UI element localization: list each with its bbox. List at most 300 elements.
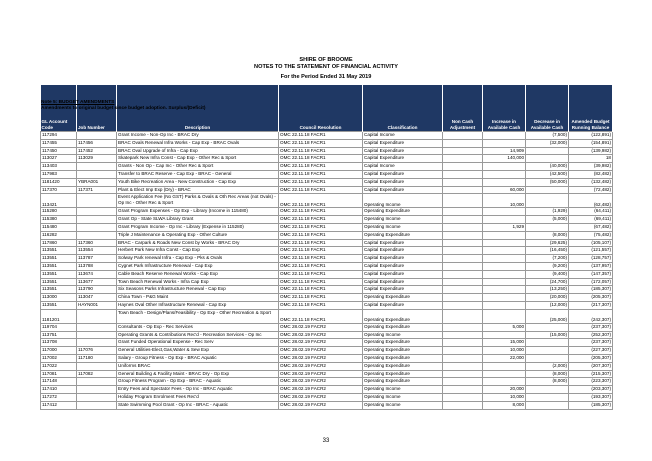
table-cell: BRAC Ovals Renewal Infra Works - Cap Exp - BRAC Ovals — [117, 139, 279, 147]
table-cell: Operating Income — [363, 331, 443, 339]
table-cell — [443, 331, 483, 339]
table-cell — [77, 386, 117, 394]
table-cell: 5,000 — [483, 323, 526, 331]
table-row — [41, 139, 613, 147]
table-cell: (207,307) — [569, 362, 613, 370]
table-cell: (5,000) — [526, 216, 569, 224]
table-cell — [443, 194, 483, 208]
table-cell: Operating Expenditure — [363, 378, 443, 386]
table-cell: Group Fitness Program - Op Exp - BRAC - Aquatic — [117, 378, 279, 386]
table-cell — [483, 216, 526, 224]
table-cell — [443, 262, 483, 270]
table-cell: Operating Expenditure — [363, 294, 443, 302]
table-cell: (16,450) — [526, 247, 569, 255]
table-cell: 117371 — [77, 186, 117, 194]
table-cell — [77, 378, 117, 386]
table-cell — [443, 301, 483, 309]
table-cell: 113677 — [77, 278, 117, 286]
table-cell: Operating Income — [363, 223, 443, 231]
table-row — [41, 155, 613, 163]
table-cell: Cygnet Park Infrastructure Renewal - Cap Exp — [117, 262, 279, 270]
table-cell: 113551 — [41, 255, 77, 263]
table-body — [41, 132, 613, 410]
table-row — [41, 163, 613, 171]
table-cell: 8,000 — [483, 401, 526, 409]
table-cell — [77, 216, 117, 224]
table-cell: Capital Expenditure — [363, 255, 443, 263]
table-cell: (223,307) — [569, 378, 613, 386]
table-cell: Grant Income - Non-Op Inc - BRAC Dry — [117, 132, 279, 140]
table-cell — [77, 339, 117, 347]
table-row — [41, 186, 613, 194]
table-cell: Operating Expenditure — [363, 347, 443, 355]
table-cell: 117081 — [41, 370, 77, 378]
table-cell: (8,000) — [526, 231, 569, 239]
table-cell — [77, 323, 117, 331]
table-cell: OMC 22.11.18 FACR1 — [279, 270, 363, 278]
table-cell: 117860 — [41, 239, 77, 247]
table-cell: OMC 22.11.18 FACR1 — [279, 239, 363, 247]
column-header: Classification — [363, 85, 443, 132]
table-cell: (24,700) — [526, 278, 569, 286]
table-cell: OMC 22.11.18 FACR1 — [279, 139, 363, 147]
table-cell: Plant & Elect Imp Exp (Dry) - BRAC — [117, 186, 279, 194]
table-cell: Entry Fees and Spectator Fees - Op Inc - BRAC Aquatic — [117, 386, 279, 394]
table-cell: 113554 — [77, 247, 117, 255]
table-cell — [483, 178, 526, 186]
table-cell — [526, 339, 569, 347]
table-row — [41, 393, 613, 401]
table-row — [41, 194, 613, 208]
table-cell: General Building & Facility Maint - BRAC Dry - Op Exp — [117, 370, 279, 378]
table-cell — [77, 331, 117, 339]
table-row — [41, 386, 613, 394]
table-cell: Uniforms BRAC — [117, 362, 279, 370]
table-cell: 113788 — [77, 262, 117, 270]
column-header: Job Number — [77, 85, 117, 132]
table-cell: Operating Grants & Contributions Rec'd - Recreation Services - Op Inc — [117, 331, 279, 339]
table-cell — [526, 155, 569, 163]
report-org-title: SHIRE OF BROOME — [299, 57, 353, 63]
table-cell — [526, 323, 569, 331]
table-row — [41, 231, 613, 239]
table-row — [41, 255, 613, 263]
table-cell: General Utilities-Elect,Gas,Water & Sew Exp — [117, 347, 279, 355]
table-cell — [483, 247, 526, 255]
table-cell: 115380 — [41, 216, 77, 224]
table-row — [41, 362, 613, 370]
table-cell — [443, 309, 483, 323]
table-cell: (7,500) — [526, 132, 569, 140]
table-cell: (72,482) — [569, 186, 613, 194]
table-cell: OMC 22.11.18 FACR1 — [279, 301, 363, 309]
page-number: 33 — [322, 438, 330, 444]
table-cell: OMC 28.02.19 FACR2 — [279, 347, 363, 355]
table-cell: Operating Expenditure — [363, 370, 443, 378]
table-cell: (132,482) — [569, 178, 613, 186]
table-cell — [483, 208, 526, 216]
table-cell: Salary - Group Fitness - Op Exp - BRAC Aquatic — [117, 354, 279, 362]
table-row — [41, 178, 613, 186]
table-cell: OMC 28.02.19 FACR2 — [279, 362, 363, 370]
table-row — [41, 323, 613, 331]
table-cell: Solway Park renewal Infra - Cap Exp - Pks & Ovals — [117, 255, 279, 263]
table-cell — [483, 309, 526, 323]
table-cell — [526, 147, 569, 155]
table-cell: Capital Expenditure — [363, 270, 443, 278]
table-cell — [483, 163, 526, 171]
table-cell: OMC 22.11.18 FACR1 — [279, 178, 363, 186]
table-cell: Grant Program Income - Op Inc - Library (Expense in 115280) — [117, 223, 279, 231]
table-cell: 113790 — [77, 286, 117, 294]
table-cell: Grant Funded Operational Expense - Rec Serv — [117, 339, 279, 347]
table-cell: (29,625) — [526, 239, 569, 247]
table-cell: (185,307) — [569, 286, 613, 294]
table-cell: 113000 — [41, 294, 77, 302]
table-cell: 1181201 — [41, 309, 77, 323]
table-cell: HAYN001 — [77, 301, 117, 309]
table-cell — [443, 323, 483, 331]
table-cell — [483, 362, 526, 370]
table-cell: Herbert Park New Infra Const - Cap Exp — [117, 247, 279, 255]
table-cell: 117002 — [41, 354, 77, 362]
table-cell: Youth Bike Recreation Area - New Construction - Cap Exp — [117, 178, 279, 186]
table-cell: (154,891) — [569, 139, 613, 147]
table-cell: 117294 — [41, 132, 77, 140]
table-cell — [526, 354, 569, 362]
table-cell — [77, 393, 117, 401]
table-cell: Transfer to BRAC Reserve - Cap Exp - BRAC - General — [117, 170, 279, 178]
table-cell: 10,000 — [483, 393, 526, 401]
table-cell: 14,909 — [483, 147, 526, 155]
table-cell: (25,000) — [526, 309, 569, 323]
table-cell: OMC 28.02.19 FACR2 — [279, 323, 363, 331]
table-row — [41, 347, 613, 355]
table-cell: 113027 — [41, 155, 77, 163]
table-cell — [443, 223, 483, 231]
table-cell: (9,400) — [526, 270, 569, 278]
table-cell: 117148 — [41, 378, 77, 386]
table-cell: Haynes Oval Other Infrastructure Renewal - Cap Exp — [117, 301, 279, 309]
table-cell — [526, 194, 569, 208]
table-cell: 113551 — [41, 301, 77, 309]
table-cell: 113421 — [41, 194, 77, 208]
table-cell — [443, 270, 483, 278]
table-cell: OMC 28.02.19 FACR2 — [279, 331, 363, 339]
table-cell: 60,000 — [483, 186, 526, 194]
table-cell — [77, 132, 117, 140]
table-row — [41, 170, 613, 178]
table-cell: 113047 — [77, 294, 117, 302]
table-cell: 113551 — [41, 270, 77, 278]
table-row — [41, 223, 613, 231]
table-cell: 10,000 — [483, 194, 526, 208]
table-cell: OMC 22.11.18 FACR1 — [279, 255, 363, 263]
table-cell: (20,000) — [526, 294, 569, 302]
table-cell: OMC 28.02.19 FACR2 — [279, 393, 363, 401]
table-cell: OMC 22.11.18 FACR1 — [279, 294, 363, 302]
table-cell: (139,982) — [569, 147, 613, 155]
table-cell — [443, 216, 483, 224]
table-cell: (8,000) — [526, 378, 569, 386]
table-cell: 117022 — [41, 362, 77, 370]
table-cell: 113029 — [77, 155, 117, 163]
table-cell: 117000 — [41, 347, 77, 355]
table-cell: (15,000) — [526, 331, 569, 339]
table-cell — [443, 370, 483, 378]
table-cell: Holiday Program Enrolment Fees Rec'd — [117, 393, 279, 401]
table-cell: 119704 — [41, 323, 77, 331]
table-cell: 117410 — [41, 386, 77, 394]
table-cell: (64,411) — [569, 208, 613, 216]
table-row — [41, 301, 613, 309]
table-row — [41, 339, 613, 347]
table-cell — [483, 301, 526, 309]
table-cell: (215,307) — [569, 370, 613, 378]
table-cell: 117076 — [77, 347, 117, 355]
table-cell: Skatepark New Infra Const - Cap Exp - Other Rec & Sport — [117, 155, 279, 163]
table-cell — [483, 262, 526, 270]
table-cell: Capital Expenditure — [363, 278, 443, 286]
table-cell: (252,307) — [569, 331, 613, 339]
table-row — [41, 270, 613, 278]
table-cell — [77, 163, 117, 171]
table-cell: Cable Beach Reserve Renewal Works - Cap Exp — [117, 270, 279, 278]
table-cell: Capital Expenditure — [363, 139, 443, 147]
table-cell: Operating Income — [363, 386, 443, 394]
table-cell: Grant Op - State SLWA Library Grant — [117, 216, 279, 224]
table-cell — [443, 393, 483, 401]
note-title: Note 5: BUDGET AMENDMENTS — [41, 100, 115, 105]
table-cell — [443, 278, 483, 286]
table-cell — [483, 331, 526, 339]
table-cell: (1,929) — [526, 208, 569, 216]
report-period: For the Period Ended 31 May 2019 — [280, 74, 372, 80]
table-cell — [483, 139, 526, 147]
table-cell: 117082 — [77, 370, 117, 378]
table-cell: (217,307) — [569, 301, 613, 309]
table-cell: Operating Expenditure — [363, 231, 443, 239]
table-cell: OMC 22.11.18 FACR1 — [279, 186, 363, 194]
table-cell: 115480 — [41, 223, 77, 231]
table-cell: OMC 22.11.18 FACR1 — [279, 309, 363, 323]
column-header: Non Cash Adjustment — [443, 85, 483, 132]
table-cell: Capital Expenditure — [363, 262, 443, 270]
table-cell: (121,557) — [569, 247, 613, 255]
table-cell: Capital Expenditure — [363, 178, 443, 186]
table-cell: (50,000) — [526, 178, 569, 186]
table-cell: 117450 — [41, 147, 77, 155]
table-cell: 1181420 — [41, 178, 77, 186]
table-cell: State Swimming Pool Grant - Op Inc - BRAC - Aquatic — [117, 401, 279, 409]
table-cell — [443, 208, 483, 216]
table-cell — [483, 132, 526, 140]
table-cell — [77, 194, 117, 208]
table-cell — [526, 347, 569, 355]
table-cell: 115280 — [41, 208, 77, 216]
table-cell: Operating Income — [363, 194, 443, 208]
table-cell — [443, 401, 483, 409]
table-cell: 117272 — [41, 393, 77, 401]
table-cell: (82,482) — [569, 170, 613, 178]
table-cell — [483, 255, 526, 263]
table-cell: Capital Expenditure — [363, 155, 443, 163]
table-cell: (105,107) — [569, 239, 613, 247]
table-cell: 113751 — [41, 331, 77, 339]
table-cell: 116282 — [41, 231, 77, 239]
table-cell: Capital Expenditure — [363, 186, 443, 194]
table-cell — [483, 231, 526, 239]
table-cell: (122,891) — [569, 132, 613, 140]
table-cell: 113674 — [77, 270, 117, 278]
table-cell: 117360 — [77, 239, 117, 247]
table-cell: Triple J Maintenance & Operating Exp - Other Culture — [117, 231, 279, 239]
column-header: Decrease in Available Cash — [526, 85, 569, 132]
table-cell: Capital Expenditure — [363, 286, 443, 294]
table-cell — [77, 362, 117, 370]
table-cell: 113708 — [41, 339, 77, 347]
table-cell: 10,000 — [483, 347, 526, 355]
table-cell: 20,000 — [483, 386, 526, 394]
table-cell: OMC 22.11.18 FACR1 — [279, 194, 363, 208]
table-cell: OMC 22.11.18 FACR1 — [279, 231, 363, 239]
table-cell: (13,250) — [526, 286, 569, 294]
table-cell — [443, 155, 483, 163]
table-row — [41, 132, 613, 140]
table-row — [41, 294, 613, 302]
table-cell: (2,000) — [526, 362, 569, 370]
table-cell: Capital Income — [363, 163, 443, 171]
table-cell: Operating Expenditure — [363, 362, 443, 370]
table-row — [41, 286, 613, 294]
table-cell: OMC 28.02.19 FACR2 — [279, 401, 363, 409]
table-cell — [483, 170, 526, 178]
column-header: Amended Budget Running Balance — [569, 85, 613, 132]
table-cell: OMC 22.11.18 FACR1 — [279, 147, 363, 155]
table-cell: China Town - P&G Maint — [117, 294, 279, 302]
table-cell: (62,482) — [569, 194, 613, 208]
table-cell: (227,307) — [569, 347, 613, 355]
table-cell: OMC 22.11.18 FACR1 — [279, 132, 363, 140]
table-cell: Six Seasons Parks Infrastructure Renewal - Cap Exp — [117, 286, 279, 294]
table-row — [41, 378, 613, 386]
table-row — [41, 401, 613, 409]
table-cell: (9,200) — [526, 262, 569, 270]
table-cell: Capital Income — [363, 132, 443, 140]
table-cell: Operating Income — [363, 401, 443, 409]
table-cell: OMC 22.11.18 FACR1 — [279, 208, 363, 216]
table-cell — [443, 186, 483, 194]
table-cell — [526, 401, 569, 409]
table-cell — [443, 386, 483, 394]
table-cell — [77, 401, 117, 409]
table-cell: (205,307) — [569, 354, 613, 362]
table-cell: OMC 28.02.19 FACR2 — [279, 370, 363, 378]
table-cell: 117180 — [77, 354, 117, 362]
table-cell: 113551 — [41, 247, 77, 255]
table-cell: 22,000 — [483, 354, 526, 362]
table-cell: Town Beach - Design/Plans/Feasibility - Op Exp - Other Recreation & Sport — [117, 309, 279, 323]
table-row — [41, 262, 613, 270]
table-cell — [77, 309, 117, 323]
table-cell: BRAC Oval Upgrade of Infra - Cap Exp — [117, 147, 279, 155]
table-row — [41, 331, 613, 339]
table-cell: Operating Income — [363, 216, 443, 224]
table-cell: Capital Expenditure — [363, 247, 443, 255]
table-row — [41, 278, 613, 286]
table-cell: Event Application Fee (No GST) Parks & Ovals & Oth Rec Areas (not Ovals) - Op Inc - Other Rec & Sport — [117, 194, 279, 208]
table-cell — [443, 132, 483, 140]
table-cell — [526, 186, 569, 194]
table-cell: OMC 22.11.18 FACR1 — [279, 155, 363, 163]
table-cell: 1,929 — [483, 223, 526, 231]
table-cell: (205,307) — [569, 294, 613, 302]
table-cell — [483, 270, 526, 278]
table-row — [41, 208, 613, 216]
column-header: Description — [117, 85, 279, 132]
table-cell: OMC 22.11.18 FACR1 — [279, 278, 363, 286]
table-cell: Capital Expenditure — [363, 147, 443, 155]
table-cell — [483, 294, 526, 302]
table-cell: (32,000) — [526, 139, 569, 147]
table-cell: Operating Expenditure — [363, 208, 443, 216]
table-cell: Consultants - Op Exp - Rec Services — [117, 323, 279, 331]
table-cell: 117455 — [41, 139, 77, 147]
table-cell — [443, 362, 483, 370]
table-cell — [77, 231, 117, 239]
table-cell — [443, 147, 483, 155]
table-cell: (242,307) — [569, 309, 613, 323]
table-cell: 117456 — [77, 139, 117, 147]
table-cell: Capital Expenditure — [363, 170, 443, 178]
table-cell: OMC 22.11.18 FACR1 — [279, 216, 363, 224]
table-cell: Operating Expenditure — [363, 354, 443, 362]
table-row — [41, 147, 613, 155]
table-cell: (67,482) — [569, 223, 613, 231]
table-cell: (203,307) — [569, 386, 613, 394]
table-cell: (40,000) — [526, 163, 569, 171]
table-cell — [77, 223, 117, 231]
table-cell: OMC 28.02.19 FACR2 — [279, 339, 363, 347]
table-cell — [443, 339, 483, 347]
table-cell — [526, 223, 569, 231]
table-cell: Grants - Non Op - Cap Inc - Other Rec & Sport — [117, 163, 279, 171]
table-cell — [443, 378, 483, 386]
table-cell: (69,411) — [569, 216, 613, 224]
note-subtitle: Amendments to original budget since budget adoption. Surplus/(Deficit) — [41, 106, 206, 111]
table-cell — [443, 170, 483, 178]
table-cell: 113551 — [41, 278, 77, 286]
table-cell — [443, 347, 483, 355]
table-cell: 117983 — [41, 170, 77, 178]
table-cell: (147,357) — [569, 270, 613, 278]
table-cell: Capital Expenditure — [363, 239, 443, 247]
table-cell: (42,500) — [526, 170, 569, 178]
table-cell — [526, 386, 569, 394]
table-cell: OMC 22.11.18 FACR1 — [279, 262, 363, 270]
table-row — [41, 370, 613, 378]
table-cell: (185,307) — [569, 401, 613, 409]
table-cell — [443, 239, 483, 247]
table-cell — [443, 139, 483, 147]
table-row — [41, 239, 613, 247]
table-cell: (39,982) — [569, 163, 613, 171]
table-cell — [443, 354, 483, 362]
table-cell — [443, 294, 483, 302]
table-cell: 18 — [569, 155, 613, 163]
table-cell — [77, 170, 117, 178]
table-cell: (75,482) — [569, 231, 613, 239]
